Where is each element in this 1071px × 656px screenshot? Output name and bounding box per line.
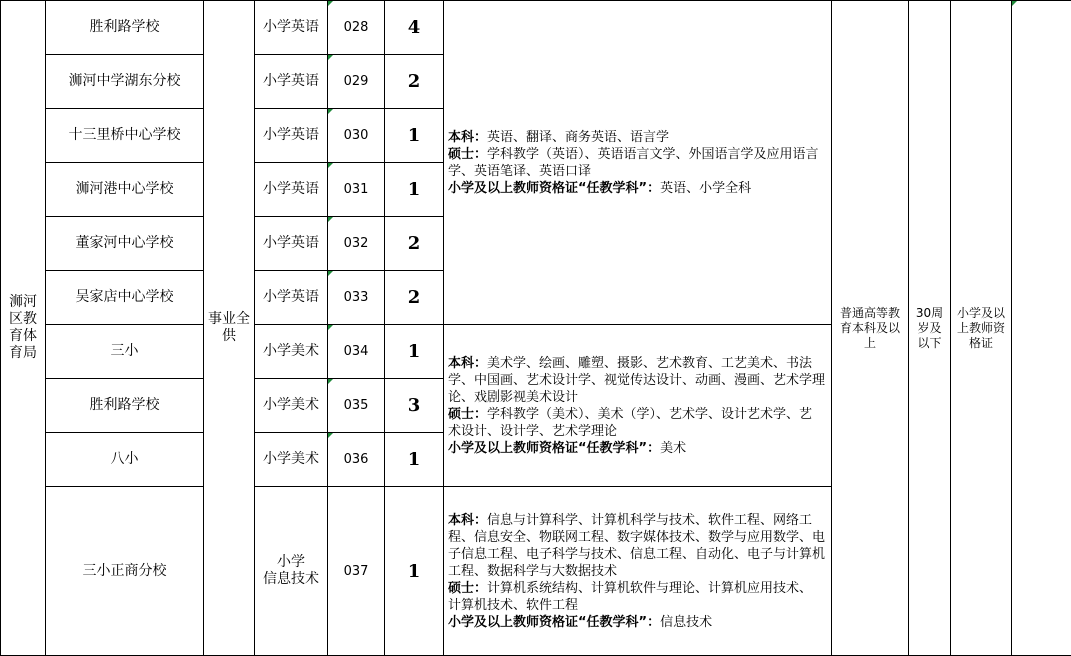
subject-line-2: 信息技术 [255,571,327,588]
subject-cell: 小学英语 [255,217,328,271]
school-cell: 十三里桥中心学校 [46,109,204,163]
hire-count-cell: 2 [385,217,444,271]
position-code-cell: 028 [328,1,385,55]
remarks-cell [1012,1,1071,656]
art-major-requirements [444,325,832,487]
master-majors: 学科教学（英语）、英语语言文学、外国语言学及应用语言学、英语笔译、英语口译 [448,147,819,179]
certificate-requirement-cell: 小学及以上教师资格证 [951,1,1012,656]
hire-count-cell: 1 [385,487,444,656]
position-code-cell: 032 [328,217,385,271]
hire-count-cell: 1 [385,433,444,487]
bachelor-majors: 英语、翻译、商务英语、语言学 [487,130,669,145]
subject-cell: 小学英语 [255,109,328,163]
position-code-cell: 037 [328,487,385,656]
school-cell: 八小 [46,433,204,487]
funding-type-cell: 事业全供 [204,1,255,656]
school-cell: 胜利路学校 [46,1,204,55]
hire-count-cell: 2 [385,55,444,109]
age-requirement-cell: 30周岁及以下 [909,1,951,656]
position-code-cell: 030 [328,109,385,163]
school-cell: 浉河中学湖东分校 [46,55,204,109]
master-label: 硕士： [448,581,487,596]
bachelor-label: 本科： [448,130,487,145]
position-code-cell: 034 [328,325,385,379]
certificate-subjects: 美术 [660,441,686,456]
subject-cell: 小学英语 [255,163,328,217]
certificate-label: 小学及以上教师资格证“任教学科”： [448,615,660,630]
department-cell: 浉河区教育体育局 [1,1,46,656]
position-code-cell: 036 [328,433,385,487]
subject-line-1: 小学 [255,554,327,571]
bachelor-label: 本科： [448,356,487,371]
certificate-subjects: 信息技术 [660,615,712,630]
education-requirement-cell: 普通高等教育本科及以上 [832,1,909,656]
school-cell: 浉河港中心学校 [46,163,204,217]
subject-cell [255,487,328,656]
subject-cell: 小学美术 [255,433,328,487]
hire-count-cell: 1 [385,163,444,217]
hire-count-cell: 1 [385,109,444,163]
subject-cell: 小学英语 [255,55,328,109]
certificate-subjects: 英语、小学全科 [660,181,751,196]
certificate-label: 小学及以上教师资格证“任教学科”： [448,181,660,196]
school-cell: 吴家店中心学校 [46,271,204,325]
it-major-requirements [444,487,832,656]
subject-cell: 小学美术 [255,379,328,433]
hire-count-cell: 3 [385,379,444,433]
master-label: 硕士： [448,407,487,422]
hire-count-cell: 2 [385,271,444,325]
subject-cell: 小学美术 [255,325,328,379]
school-cell: 董家河中心学校 [46,217,204,271]
position-code-cell: 035 [328,379,385,433]
master-majors: 计算机系统结构、计算机软件与理论、计算机应用技术、计算机技术、软件工程 [448,581,812,613]
certificate-label: 小学及以上教师资格证“任教学科”： [448,441,660,456]
hire-count-cell: 1 [385,325,444,379]
english-major-requirements [444,1,832,325]
master-majors: 学科教学（美术）、美术（学）、艺术学、设计艺术学、艺术设计、设计学、艺术学理论 [448,407,812,439]
table-row [1,1,1071,55]
school-cell: 胜利路学校 [46,379,204,433]
position-code-cell: 029 [328,55,385,109]
master-label: 硕士： [448,147,487,162]
school-cell: 三小正商分校 [46,487,204,656]
bachelor-label: 本科： [448,513,487,528]
bachelor-majors: 信息与计算科学、计算机科学与技术、软件工程、网络工程、信息安全、物联网工程、数字媒体技术、数学与应用数学、电子信息工程、电子科学与技术、信息工程、自动化、电子与计算机工程、数据科学与大数据技术 [448,513,825,579]
bachelor-majors: 美术学、绘画、雕塑、摄影、艺术教育、工艺美术、书法学、中国画、艺术设计学、视觉传达设计、动画、漫画、艺术学理论、戏剧影视美术设计 [448,356,825,405]
position-code-cell: 031 [328,163,385,217]
hire-count-cell: 4 [385,1,444,55]
subject-cell: 小学英语 [255,271,328,325]
subject-cell: 小学英语 [255,1,328,55]
position-code-cell: 033 [328,271,385,325]
school-cell: 三小 [46,325,204,379]
